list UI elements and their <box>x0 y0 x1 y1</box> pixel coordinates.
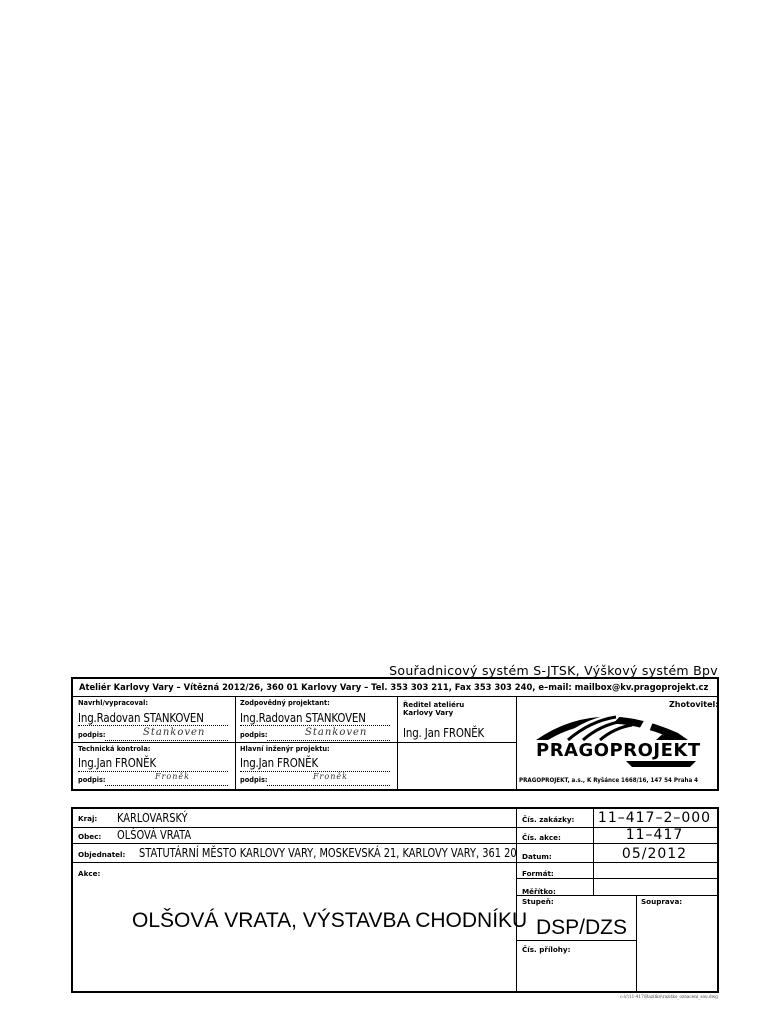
signature-line <box>105 785 228 786</box>
designer-signature: Stankoven <box>143 727 206 738</box>
signature-line <box>105 740 228 741</box>
technical-control-label: Technická kontrola: <box>78 745 151 753</box>
responsible-designer-signature-label: podpis: <box>240 731 268 739</box>
responsible-designer-label: Zodpovědný projektant: <box>240 699 330 707</box>
municipality-value: OLŠOVÁ VRATA <box>117 828 192 842</box>
contractor-address: PRAGOPROJEKT, a.s., K Ryšánce 1668/16, 147 54 Praha 4 <box>519 776 699 784</box>
contractor-logo-text: PRAGOPROJEKT <box>536 740 701 761</box>
action-number-value: 11–417 <box>625 827 684 843</box>
designer-underline <box>78 725 228 726</box>
project-title: OLŠOVÁ VRATA, VÝSTAVBA CHODNÍKU <box>132 909 528 932</box>
set-label: Souprava: <box>641 897 683 906</box>
grid-line <box>516 940 636 941</box>
region-value: KARLOVARSKÝ <box>117 811 188 825</box>
format-label: Formát: <box>522 869 554 878</box>
grid-line <box>73 862 516 863</box>
chief-engineer-signature-label: podpis: <box>240 776 268 784</box>
signature-line <box>267 785 390 786</box>
date-value: 05/2012 <box>621 846 688 862</box>
grid-line <box>516 843 717 844</box>
chief-engineer-name: Ing.Jan FRONĚK <box>240 755 319 770</box>
action-label: Akce: <box>78 869 101 878</box>
chief-engineer-label: Hlavní inženýr projektu: <box>240 745 330 753</box>
grid-line <box>73 742 516 743</box>
designer-label: Navrhl/vypracoval: <box>78 699 148 707</box>
attachment-number-label: Čís. přílohy: <box>522 945 571 954</box>
stage-label: Stupeň: <box>522 897 554 906</box>
action-number-label: Čís. akce: <box>522 833 561 842</box>
responsible-designer-underline <box>240 725 390 726</box>
grid-line <box>516 809 517 991</box>
order-number-value: 11–417–2–000 <box>597 810 712 826</box>
order-number-label: Čís. zakázky: <box>522 815 575 824</box>
date-label: Datum: <box>522 852 552 861</box>
technical-control-name: Ing.Jan FRONĚK <box>78 755 157 770</box>
region-label: Kraj: <box>78 814 98 823</box>
pragoprojekt-logo-icon <box>528 703 698 741</box>
file-path: c:\c\11-417\Razitko\razitko_oznaceni_sou.dwg <box>620 994 718 999</box>
studio-header: Ateliér Karlovy Vary – Vítězná 2012/26, 360 01 Karlovy Vary – Tel. 353 303 211, Fax 353 303 240, e–mail: mailbox@kv.pragoprojekt.cz <box>73 679 717 697</box>
coordinate-system-note: Souřadnicový systém S-JTSK, Výškový systém Bpv <box>389 663 718 678</box>
project-title-block <box>71 807 719 993</box>
stage-value: DSP/DZS <box>536 916 628 939</box>
contractor-label: Zhotovitel: <box>669 700 719 709</box>
chief-engineer-signature: Froněk <box>313 772 348 781</box>
responsible-designer-name: Ing.Radovan STANKOVEN <box>240 710 366 725</box>
designer-name: Ing.Radovan STANKOVEN <box>78 710 204 725</box>
authors-title-block <box>71 677 719 791</box>
client-value: STATUTÁRNÍ MĚSTO KARLOVY VARY, MOSKEVSKÁ 21, KARLOVY VARY, 361 20 <box>139 846 517 860</box>
studio-director-name: Ing. Jan FRONĚK <box>403 725 485 740</box>
grid-line <box>516 696 517 789</box>
grid-line <box>636 895 637 991</box>
grid-line <box>516 862 717 863</box>
signature-line <box>267 740 390 741</box>
grid-line <box>73 843 516 844</box>
technical-control-signature: Froněk <box>155 772 190 781</box>
technical-control-underline <box>78 771 228 772</box>
responsible-designer-signature: Stankoven <box>305 727 368 738</box>
grid-line <box>516 878 717 879</box>
client-label: Objednatel: <box>78 850 126 859</box>
studio-director-label-2: Karlovy Vary <box>403 709 454 717</box>
scale-label: Měřítko: <box>522 887 556 896</box>
technical-control-signature-label: podpis: <box>78 776 106 784</box>
logo-underline-icon <box>626 761 696 767</box>
municipality-label: Obec: <box>78 832 102 841</box>
studio-director-label: Ředitel ateliéru <box>403 701 465 709</box>
designer-signature-label: podpis: <box>78 731 106 739</box>
